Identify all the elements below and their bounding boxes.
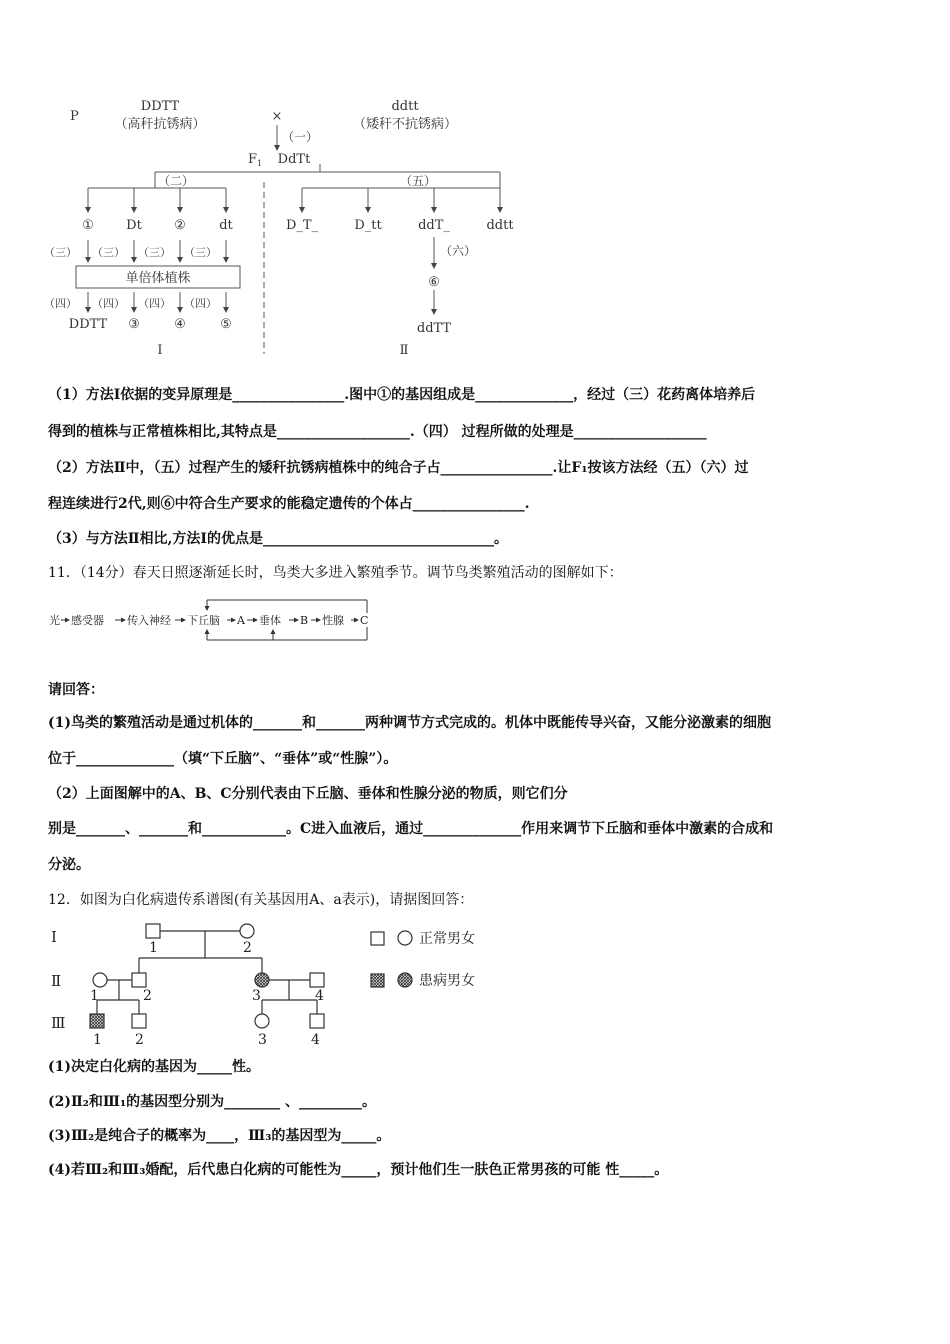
right-genotype-1: D_T_	[285, 218, 319, 233]
gamete-1: ①	[82, 218, 94, 233]
III-4-male	[310, 1014, 324, 1028]
gamete-4: dt	[219, 218, 233, 233]
step-3-label: （三）	[184, 246, 217, 259]
parent1-phenotype: （高秆抗锈病）	[114, 117, 206, 132]
II-2-number: 2	[143, 988, 152, 1004]
legend-normal-label: 正常男女	[419, 931, 475, 947]
gamete-2: Dt	[126, 218, 142, 233]
III-3-female	[255, 1014, 269, 1028]
flow-gonad: 性腺	[322, 614, 344, 627]
result-1: DDTT	[68, 317, 108, 332]
q10-line-1: （1）方法Ⅰ依据的变异原理是________________.图中①的基因组成是______________，经过（三）花药离体培养后	[48, 387, 756, 403]
result-3: ④	[174, 317, 186, 332]
III-4-number: 4	[311, 1032, 320, 1048]
p-label: P	[70, 109, 79, 124]
legend-normal-female	[398, 931, 412, 945]
step-3-label: （三）	[92, 246, 125, 259]
gen-III: Ⅲ	[51, 1014, 66, 1032]
q10-line-2: 得到的植株与正常植株相比,其特点是___________________.（四） 过程所做的处理是___________________	[48, 424, 707, 440]
q11-line-1: (1)鸟类的繁殖活动是通过机体的_______和_______两种调节方式完成的。机体中既能传导兴奋，又能分泌激素的细胞	[48, 715, 771, 731]
bird-regulation-flow	[45, 596, 385, 644]
q11-title: 11．（14分）春天日照逐渐延长时，鸟类大多进入繁殖季节。调节鸟类繁殖活动的图解如下：	[48, 565, 623, 581]
I-1-male	[146, 924, 160, 938]
method-1-label: Ⅰ	[157, 343, 163, 358]
f1-label: F	[248, 152, 258, 167]
q11-line-5: 分泌。	[48, 857, 90, 873]
result-2: ③	[128, 317, 140, 332]
parent2-phenotype: （矮秆不抗锈病）	[352, 117, 458, 132]
result-4: ⑤	[220, 317, 232, 332]
II-2-male	[132, 973, 146, 987]
step-4-label: （四）	[184, 297, 217, 310]
parent2-genotype: ddtt	[391, 99, 419, 114]
right-genotype-3: ddT_	[418, 218, 450, 233]
albinism-pedigree	[45, 918, 515, 1050]
III-1-number: 1	[93, 1032, 102, 1048]
q11-line-3: （2）上面图解中的A、B、C分别代表由下丘脑、垂体和性腺分泌的物质，则它们分	[48, 786, 568, 802]
III-1-male-affected	[90, 1014, 104, 1028]
I-2-female	[240, 924, 254, 938]
q12-line-3: (3)Ⅲ₂是纯合子的概率为____，Ⅲ₃的基因型为_____。	[48, 1128, 391, 1144]
II-1-number: 1	[90, 988, 99, 1004]
III-2-number: 2	[135, 1032, 144, 1048]
III-2-male	[132, 1014, 146, 1028]
II-4-male	[310, 973, 324, 987]
step-3-label: （三）	[44, 246, 77, 259]
step-1-label: （一）	[282, 130, 319, 144]
right-genotype-4: ddtt	[486, 218, 514, 233]
flow-pituitary: 垂体	[259, 614, 281, 627]
f1-genotype: DdTt	[277, 152, 311, 167]
I-2-number: 2	[243, 940, 252, 956]
q11-ask: 请回答：	[48, 682, 104, 698]
final-genotype: ddTT	[416, 321, 452, 336]
step-6-label: （六）	[440, 244, 477, 258]
breeding-diagram	[40, 92, 540, 367]
flow-afferent-nerve: 传入神经	[127, 614, 171, 627]
legend-affected-female	[398, 973, 412, 987]
gamete-3: ②	[174, 218, 186, 233]
cross-symbol: ×	[271, 109, 283, 124]
legend-affected-label: 患病男女	[419, 973, 475, 989]
step-2-label: （二）	[158, 174, 195, 188]
flow-light: 光	[49, 614, 60, 627]
q10-line-3: （2）方法Ⅱ中，（五）过程产生的矮秆抗锈病植株中的纯合子占________________.让F₁按该方法经（五）（六）过	[48, 460, 749, 476]
flow-b: B	[300, 614, 309, 627]
step-5-label: （五）	[400, 174, 437, 188]
flow-a: A	[237, 614, 245, 627]
gen-II: Ⅱ	[51, 972, 62, 990]
q11-line-2: 位于______________（填“下丘脑”、“垂体”或“性腺”）。	[48, 751, 398, 767]
haploid-box-label: 单倍体植株	[125, 271, 191, 286]
II-3-number: 3	[252, 988, 261, 1004]
legend-affected-male	[371, 974, 384, 987]
q12-line-2: (2)Ⅱ₂和Ⅲ₁的基因型分别为________ 、_________。	[48, 1094, 376, 1110]
number-6: ⑥	[428, 275, 440, 290]
parent1-genotype: DDTT	[140, 99, 180, 114]
right-genotype-2: D_tt	[354, 218, 382, 233]
q12-line-4: (4)若Ⅲ₂和Ⅲ₃婚配，后代患白化病的可能性为_____，预计他们生一肤色正常男孩的可能 性_____。	[48, 1162, 669, 1178]
step-4-label: （四）	[138, 297, 171, 310]
method-2-label: Ⅱ	[399, 343, 409, 358]
legend-normal-male	[371, 932, 384, 945]
q12-title: 12．如图为白化病遗传系谱图(有关基因用A、a表示)，请据图回答：	[48, 892, 474, 908]
III-3-number: 3	[258, 1032, 267, 1048]
step-4-label: （四）	[44, 297, 77, 310]
flow-hypothalamus: 下丘脑	[187, 614, 220, 627]
q11-line-4: 别是_______、_______和____________。C进入血液后，通过______________作用来调节下丘脑和垂体中激素的合成和	[48, 821, 774, 837]
q10-line-4: 程连续进行2代,则⑥中符合生产要求的能稳定遗传的个体占________________.	[48, 496, 530, 512]
II-3-female-affected	[255, 973, 269, 987]
q12-line-1: (1)决定白化病的基因为_____性。	[48, 1059, 260, 1075]
flow-c: C	[360, 614, 369, 627]
II-1-female	[93, 973, 107, 987]
II-4-number: 4	[315, 988, 324, 1004]
step-3-label: （三）	[138, 246, 171, 259]
flow-receptor: 感受器	[71, 614, 104, 627]
I-1-number: 1	[149, 940, 158, 956]
gen-I: Ⅰ	[51, 928, 57, 946]
q10-line-5: （3）与方法Ⅱ相比,方法Ⅰ的优点是_________________________________。	[48, 531, 508, 547]
step-4-label: （四）	[92, 297, 125, 310]
f1-subscript: 1	[257, 159, 263, 168]
